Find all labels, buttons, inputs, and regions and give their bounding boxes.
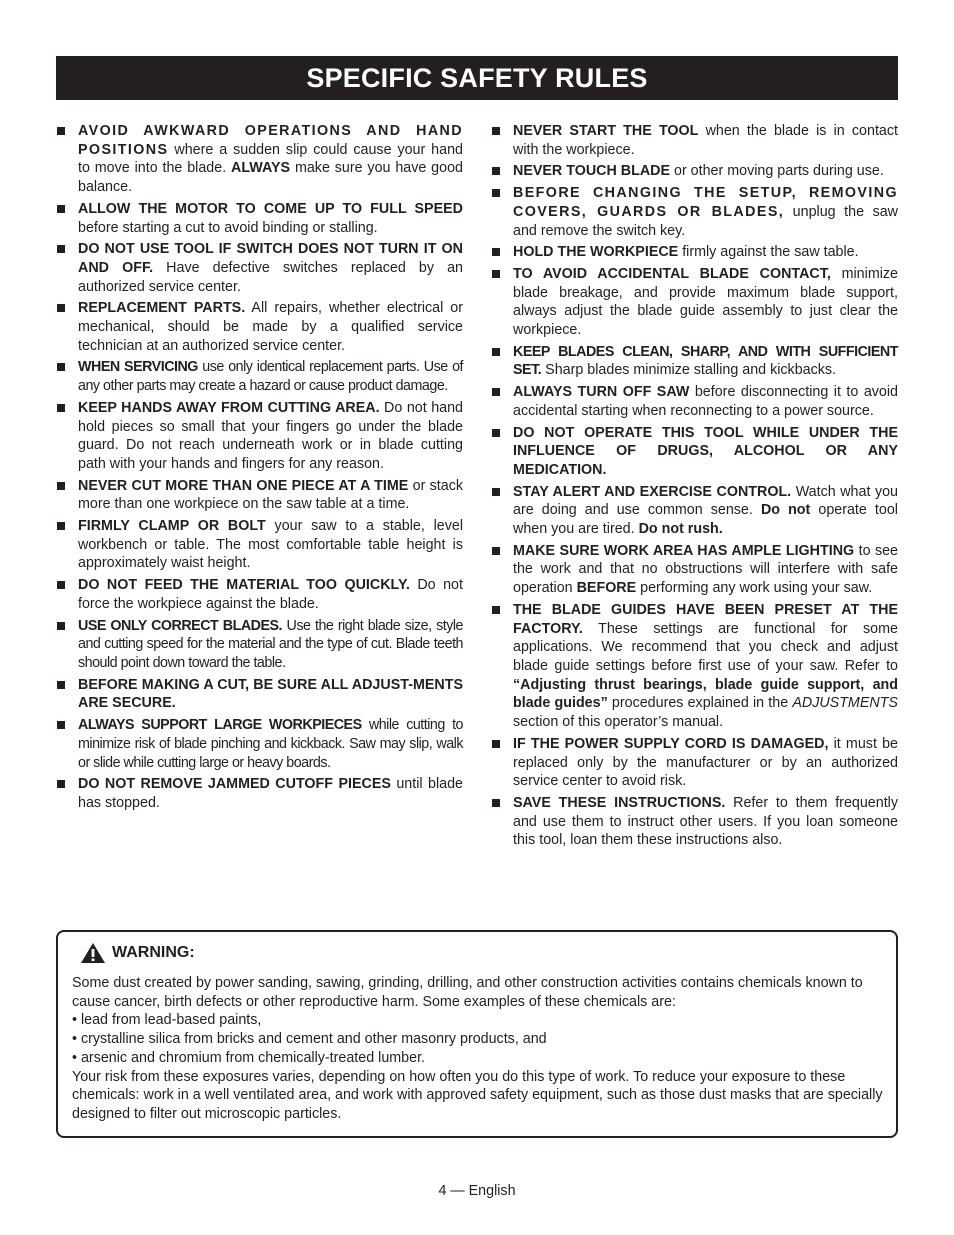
rule-item [491,243,898,262]
square-bullet-icon [492,189,500,197]
warning-list-item: • arsenic and chromium from chemically-treated lumber. [72,1049,426,1066]
square-bullet-icon [492,606,500,614]
square-bullet-icon [57,245,65,253]
rule-heading: SAVE THESE INSTRUCTIONS. [513,794,726,811]
square-bullet-icon [57,363,65,371]
rule-heading: MAKE SURE WORK AREA HAS AMPLE LIGHTING [513,542,855,559]
rule-text: until blade has stopped. [78,776,463,811]
square-bullet-icon [57,522,65,530]
rule-item [491,265,898,340]
rule-item [56,676,463,713]
rule-heading: DO NOT REMOVE JAMMED CUTOFF PIECES [78,776,391,793]
rule-text: procedures explained in the [607,695,793,712]
warning-list-item: • crystalline silica from bricks and cement and other masonry products, and [72,1031,547,1048]
rule-heading: REPLACEMENT PARTS. [78,300,246,317]
rule-text: minimize blade breakage, and provide maximum blade support, always adjust the blade guide assembly to just clear the workpiece. [513,265,898,339]
square-bullet-icon [492,388,500,396]
rule-heading: KEEP BLADES CLEAN, SHARP, AND WITH SUFFICIENT SET. [513,343,898,379]
square-bullet-icon [57,127,65,135]
square-bullet-icon [57,404,65,412]
rule-text: or stack more than one workpiece on the saw table at a time. [78,477,464,513]
rule-heading: ALWAYS SUPPORT LARGE WORKPIECES [78,717,362,734]
rule-text: while cutting to minimize risk of blade pinching and kickback. Saw may slip, walk or slide while cutting large or heavy boards. [78,717,463,771]
rule-item [56,200,463,237]
rule-item [491,122,898,159]
rule-heading: WHEN SERVICING [78,359,198,376]
rule-heading: ALWAYS TURN OFF SAW [513,384,690,401]
right-rules-column [491,122,898,853]
rule-text: performing any work using your saw. [636,580,873,597]
rule-item [491,424,898,480]
square-bullet-icon [492,348,500,356]
square-bullet-icon [57,681,65,689]
rule-heading: THE BLADE GUIDES HAVE BEEN PRESET AT THE FACTORY. [513,601,898,637]
rule-emphasis: “Adjusting thrust bearings, blade guide support, and blade guides” [513,676,898,712]
rule-heading: USE ONLY CORRECT BLADES. [78,617,283,634]
rule-item [56,775,463,812]
rule-heading: DO NOT USE TOOL IF SWITCH DOES NOT TURN IT ON AND OFF. [78,241,463,276]
page-number: 4 — English [438,1183,516,1199]
rule-text: firmly against the saw table. [678,244,859,261]
rule-item [56,299,463,355]
rule-heading: IF THE POWER SUPPLY CORD IS DAMAGED, [513,735,829,752]
rule-item [56,517,463,573]
warning-heading [80,942,195,964]
warning-label: WARNING: [112,944,195,961]
rule-heading: KEEP HANDS AWAY FROM CUTTING AREA. [78,399,380,416]
rule-heading: DO NOT OPERATE THIS TOOL WHILE UNDER THE INFLUENCE OF DRUGS, ALCOHOL OR ANY MEDICATION. [513,424,898,478]
rule-text: Use the right blade size, style and cutting speed for the material and the type of cut. Blade teeth should point down toward the table. [78,617,463,671]
warning-list-item: • lead from lead-based paints, [72,1012,262,1029]
square-bullet-icon [492,547,500,555]
rule-item [491,601,898,732]
square-bullet-icon [57,304,65,312]
rule-heading: NEVER TOUCH BLADE [513,163,671,180]
rule-heading: AVOID AWKWARD OPERATIONS AND HAND POSITIONS [78,123,463,158]
rule-item [56,716,463,772]
rule-text: or other moving parts during use. [670,163,884,180]
rule-text: These settings are functional for some applications. We recommend that you check and adjust blade guide settings before first use of your saw. Refer to [513,620,898,674]
rule-text: All repairs, whether electrical or mechanical, should be made by a qualified service technician at an authorized service center. [78,300,464,354]
rule-text: before starting a cut to avoid binding or stalling. [78,219,378,236]
rule-text: Do not hand hold pieces so small that your fingers go under the blade guard. Do not reach underneath work or in blade cutting path with your hands and fingers for any reason. [78,399,463,472]
warning-triangle-icon [80,942,106,964]
rule-heading: BEFORE CHANGING THE SETUP, REMOVING COVERS, GUARDS OR BLADES, [513,185,898,220]
rule-text: it must be replaced only by the manufacturer or by an authorized service center to avoid risk. [513,735,898,790]
rule-item [56,617,463,673]
rule-item [56,576,463,613]
rule-text: Have defective switches replaced by an authorized service center. [78,259,463,295]
square-bullet-icon [492,167,500,175]
rule-text: operate tool when you are tired. [513,502,898,538]
square-bullet-icon [57,622,65,630]
warning-intro: Some dust created by power sanding, sawing, grinding, drilling, and other construction activities contains chemicals known to cause cancer, birth defects or other reproductive harm. Some examples of these chemicals are: [72,975,863,1010]
rule-item [56,122,463,197]
rule-text: Sharp blades minimize stalling and kickbacks. [541,362,837,379]
rule-emphasis: Do not rush. [638,521,723,538]
rule-text: Watch what you are doing and use common sense. [513,483,898,519]
rule-text: section of this operator’s manual. [513,714,724,731]
rule-text: before disconnecting it to avoid accidental starting when reconnecting to a power source. [513,384,899,419]
square-bullet-icon [57,581,65,589]
rule-item [491,794,898,850]
left-rules-column [56,122,463,816]
page-title: SPECIFIC SAFETY RULES [56,56,898,100]
rule-heading: STAY ALERT AND EXERCISE CONTROL. [513,483,792,500]
rule-item [491,184,898,240]
rule-item [56,240,463,296]
rule-heading: FIRMLY CLAMP OR BOLT [78,518,266,535]
rule-item [491,542,898,598]
rule-text: use only identical replacement parts. Use of any other parts may create a hazard or cause product damage. [78,359,463,395]
rule-item [491,735,898,791]
rule-heading: HOLD THE WORKPIECE [513,244,679,261]
rule-text: to see the work and that no obstructions will interfere with safe operation [513,542,899,597]
warning-outro: Your risk from these exposures varies, depending on how often you do this type of work. To reduce your exposure to these chemicals: work in a well ventilated area, and work with approved safety equipment, such as those dust masks that are specially designed to filter out microscopic particles. [72,1068,883,1122]
square-bullet-icon [492,429,500,437]
rule-item [56,358,463,395]
rule-text: unplug the saw and remove the switch key. [513,203,898,239]
rule-text: Do not force the workpiece against the blade. [78,577,463,612]
rule-heading: BEFORE MAKING A CUT, BE SURE ALL ADJUST-MENTS ARE SECURE. [78,676,463,712]
warning-box [56,930,898,1138]
rule-item [491,162,898,181]
square-bullet-icon [492,799,500,807]
square-bullet-icon [57,721,65,729]
square-bullet-icon [492,127,500,135]
rule-heading: NEVER START THE TOOL [513,123,699,139]
rule-emphasis: BEFORE [576,580,637,597]
rule-text: when the blade is in contact with the workpiece. [513,123,898,158]
rule-item [491,383,898,420]
rule-text: your saw to a stable, level workbench or table. The most comfortable table height is approximately waist height. [78,518,463,572]
square-bullet-icon [57,482,65,490]
square-bullet-icon [492,740,500,748]
rule-text: make sure you have good balance. [78,160,463,196]
rule-heading: ALLOW THE MOTOR TO COME UP TO FULL SPEED [78,200,463,217]
warning-body [72,974,888,1124]
rule-item [56,477,463,514]
rule-emphasis: ALWAYS [231,160,291,177]
rule-italic: ADJUSTMENTS [792,695,898,712]
rule-heading: NEVER CUT MORE THAN ONE PIECE AT A TIME [78,477,409,494]
square-bullet-icon [492,248,500,256]
square-bullet-icon [57,205,65,213]
square-bullet-icon [492,270,500,278]
rule-item [56,399,463,474]
rule-text: Refer to them frequently and use them to instruct other users. If you loan someone this tool, loan them these instructions also. [513,794,898,849]
rule-text: where a sudden slip could cause your hand to move into the blade. [78,141,463,177]
rule-emphasis: Do not [760,502,811,519]
rule-item [491,483,898,539]
square-bullet-icon [57,780,65,788]
square-bullet-icon [492,488,500,496]
rule-item [491,343,898,380]
rule-heading: TO AVOID ACCIDENTAL BLADE CONTACT, [513,265,831,282]
rule-heading: DO NOT FEED THE MATERIAL TOO QUICKLY. [78,577,410,594]
